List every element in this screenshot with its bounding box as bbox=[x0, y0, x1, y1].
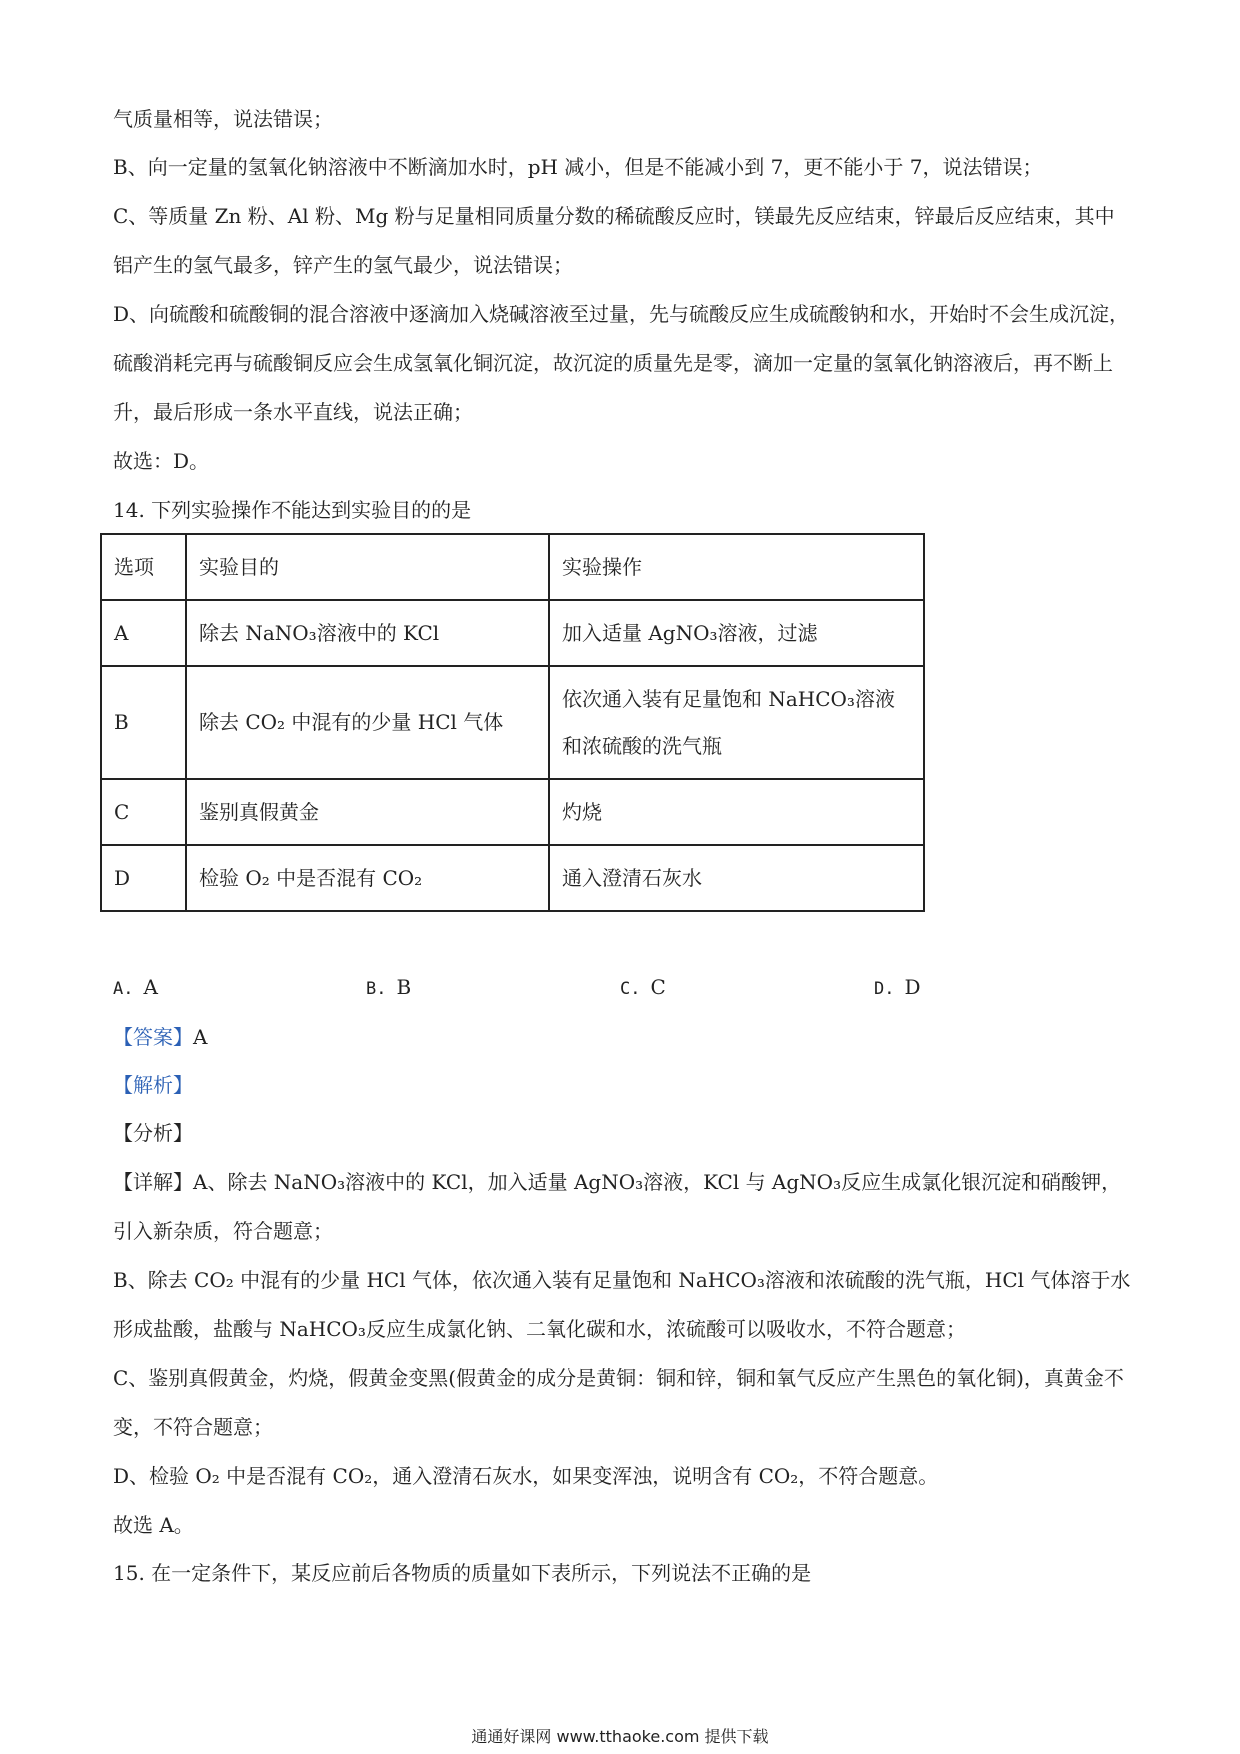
detail-label: 【详解】 bbox=[113, 1170, 193, 1194]
table-cell: A bbox=[101, 600, 186, 666]
experiment-table bbox=[100, 533, 925, 912]
choice-letter: A. bbox=[113, 979, 134, 999]
explanation-c: C、等质量 Zn 粉、Al 粉、Mg 粉与足量相同质量分数的稀硫酸反应时，镁最先反应结束，锌最后反应结束，其中铝产生的氢气最多，锌产生的氢气最少，说法错误； bbox=[113, 204, 1115, 277]
table-cell: 除去 NaNO₃溶液中的 KCl bbox=[186, 600, 549, 666]
choice-conclusion: 故选：D。 bbox=[113, 449, 210, 473]
choice-a[interactable] bbox=[113, 972, 158, 1004]
question-14-stem: 14. 下列实验操作不能达到实验目的的是 bbox=[113, 498, 472, 522]
table-header-row bbox=[101, 534, 924, 600]
explanation-b: B、向一定量的氢氧化钠溶液中不断滴加水时，pH 减小，但是不能减小到 7，更不能小于 7，说法错误； bbox=[113, 155, 1043, 179]
table-cell: 加入适量 AgNO₃溶液，过滤 bbox=[549, 600, 924, 666]
detail-b: B、除去 CO₂ 中混有的少量 HCl 气体，依次通入装有足量饱和 NaHCO₃溶液和浓硫酸的洗气瓶，HCl 气体溶于水形成盐酸，盐酸与 NaHCO₃反应生成氯化钠、二氧化碳和水，浓硫酸可以吸收水，不符合题意； bbox=[113, 1268, 1131, 1341]
table-cell: 除去 CO₂ 中混有的少量 HCl 气体 bbox=[186, 666, 549, 779]
answer-label: 【答案】 bbox=[113, 1025, 193, 1049]
table-header-cell: 实验目的 bbox=[186, 534, 549, 600]
detail-a bbox=[113, 1158, 1133, 1256]
table-row bbox=[101, 666, 924, 779]
fenxi-label: 【分析】 bbox=[113, 1121, 193, 1145]
explanation-continuation: 气质量相等，说法错误； bbox=[113, 107, 333, 131]
choice-d[interactable] bbox=[874, 972, 921, 1004]
choice-text: C bbox=[650, 975, 666, 999]
table-cell: 鉴别真假黄金 bbox=[186, 779, 549, 845]
analysis-label: 【解析】 bbox=[113, 1073, 193, 1097]
detail-d: D、检验 O₂ 中是否混有 CO₂，通入澄清石灰水，如果变浑浊，说明含有 CO₂，不符合题意。 bbox=[113, 1464, 939, 1488]
detail-a-text: A、除去 NaNO₃溶液中的 KCl，加入适量 AgNO₃溶液，KCl 与 AgNO₃反应生成氯化银沉淀和硝酸钾，引入新杂质，符合题意； bbox=[113, 1170, 1122, 1243]
choice-letter: C. bbox=[620, 979, 641, 999]
choice-letter: D. bbox=[874, 979, 895, 999]
choice-text: A bbox=[143, 975, 158, 999]
answer-line bbox=[113, 1022, 207, 1052]
table-cell: 依次通入装有足量饱和 NaHCO₃溶液和浓硫酸的洗气瓶 bbox=[549, 666, 924, 779]
explanation-d: D、向硫酸和硫酸铜的混合溶液中逐滴加入烧碱溶液至过量，先与硫酸反应生成硫酸钠和水，开始时不会生成沉淀，硫酸消耗完再与硫酸铜反应会生成氢氧化铜沉淀，故沉淀的质量先是零，滴加一定量的氢氧化钠溶液后，再不断上升，最后形成一条水平直线，说法正确； bbox=[113, 302, 1130, 424]
table-cell: B bbox=[101, 666, 186, 779]
choice-text: B bbox=[396, 975, 412, 999]
table-cell: 通入澄清石灰水 bbox=[549, 845, 924, 911]
table-row bbox=[101, 845, 924, 911]
choice-letter: B. bbox=[366, 979, 387, 999]
table-header-cell: 实验操作 bbox=[549, 534, 924, 600]
table-cell: 检验 O₂ 中是否混有 CO₂ bbox=[186, 845, 549, 911]
table-row bbox=[101, 779, 924, 845]
answer-value: A bbox=[193, 1025, 208, 1049]
table-cell: D bbox=[101, 845, 186, 911]
table-header-cell: 选项 bbox=[101, 534, 186, 600]
detail-c: C、鉴别真假黄金，灼烧，假黄金变黑(假黄金的成分是黄铜：铜和锌，铜和氧气反应产生黑色的氧化铜)，真黄金不变，不符合题意； bbox=[113, 1366, 1124, 1439]
choice-text: D bbox=[904, 975, 921, 999]
question-15-stem: 15. 在一定条件下，某反应前后各物质的质量如下表所示，下列说法不正确的是 bbox=[113, 1561, 812, 1585]
table-cell: 灼烧 bbox=[549, 779, 924, 845]
table-cell: C bbox=[101, 779, 186, 845]
table-row bbox=[101, 600, 924, 666]
choice-b[interactable] bbox=[366, 972, 411, 1004]
answer-conclusion: 故选 A。 bbox=[113, 1513, 194, 1537]
footer-watermark: 通通好课网 www.tthaoke.com 提供下载 bbox=[471, 1727, 769, 1746]
choice-c[interactable] bbox=[620, 972, 666, 1004]
